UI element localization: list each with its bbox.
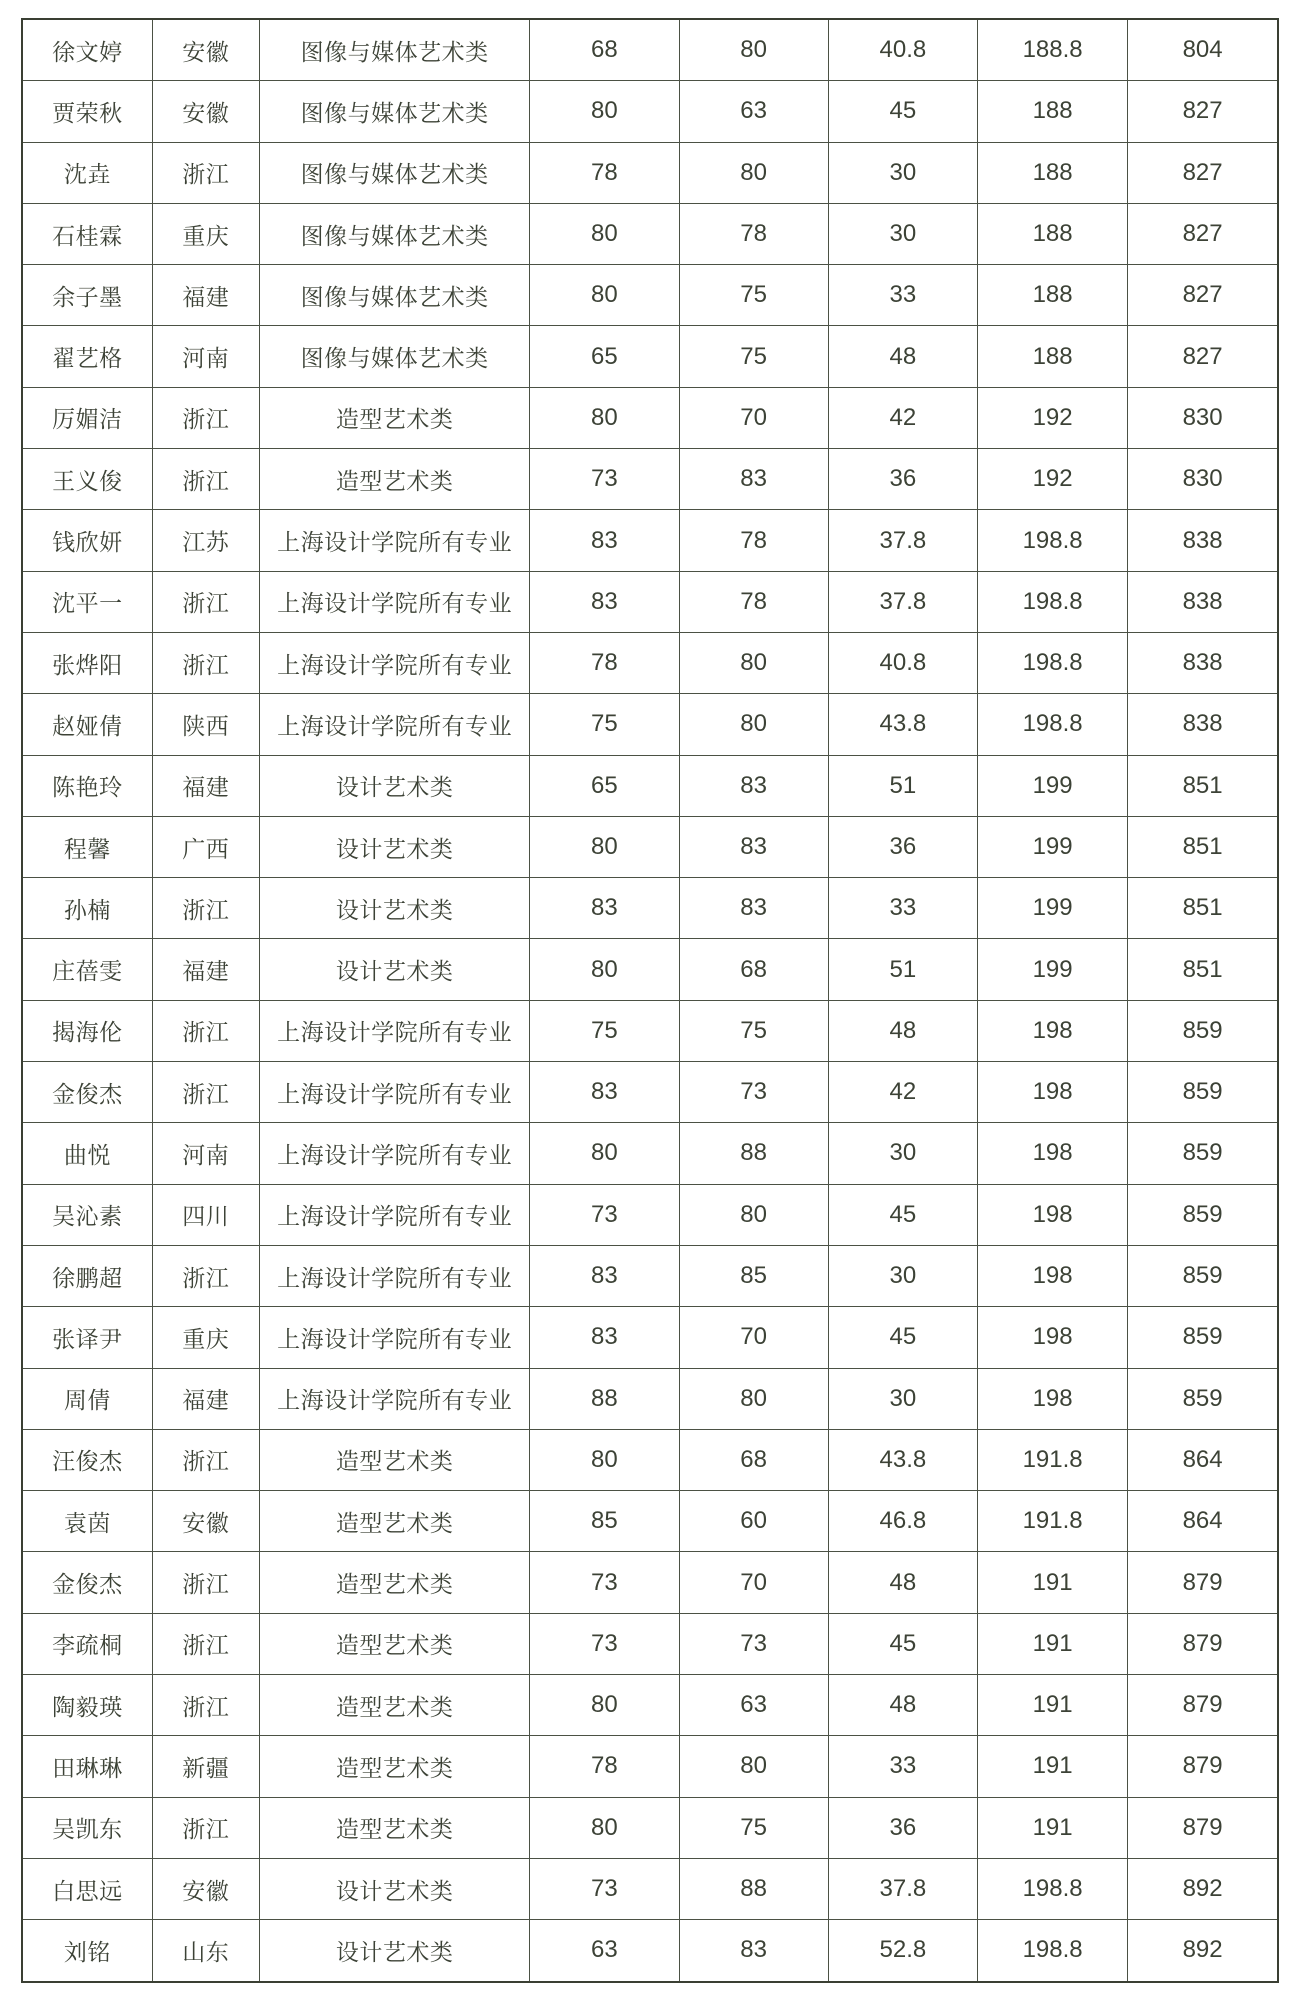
cell-province: 重庆 — [152, 1307, 259, 1368]
cell-name: 石桂霖 — [22, 203, 152, 264]
cell-rank: 851 — [1128, 816, 1278, 877]
cell-province: 浙江 — [152, 632, 259, 693]
table-row — [22, 878, 1278, 939]
cell-province: 浙江 — [152, 142, 259, 203]
cell-name: 袁茵 — [22, 1491, 152, 1552]
cell-province: 重庆 — [152, 203, 259, 264]
cell-category: 上海设计学院所有专业 — [259, 632, 529, 693]
cell-rank: 827 — [1128, 265, 1278, 326]
cell-name: 厉媚洁 — [22, 387, 152, 448]
table-row — [22, 571, 1278, 632]
cell-category: 设计艺术类 — [259, 755, 529, 816]
cell-name: 刘铭 — [22, 1920, 152, 1982]
cell-category: 设计艺术类 — [259, 1920, 529, 1982]
cell-category: 图像与媒体艺术类 — [259, 81, 529, 142]
cell-score1: 78 — [530, 632, 679, 693]
cell-score1: 80 — [530, 1675, 679, 1736]
cell-total: 191 — [977, 1552, 1127, 1613]
cell-rank: 838 — [1128, 571, 1278, 632]
cell-total: 198.8 — [977, 571, 1127, 632]
cell-score3: 45 — [828, 1184, 977, 1245]
table-row — [22, 1062, 1278, 1123]
cell-rank: 859 — [1128, 1245, 1278, 1306]
cell-score3: 40.8 — [828, 19, 977, 81]
cell-score1: 85 — [530, 1491, 679, 1552]
cell-province: 广西 — [152, 816, 259, 877]
cell-total: 198 — [977, 1123, 1127, 1184]
cell-rank: 892 — [1128, 1858, 1278, 1919]
table-row — [22, 1123, 1278, 1184]
table-row — [22, 755, 1278, 816]
table-row — [22, 632, 1278, 693]
cell-score2: 83 — [679, 755, 828, 816]
cell-total: 198.8 — [977, 632, 1127, 693]
cell-total: 198 — [977, 1368, 1127, 1429]
cell-category: 设计艺术类 — [259, 939, 529, 1000]
cell-score2: 60 — [679, 1491, 828, 1552]
cell-score2: 88 — [679, 1858, 828, 1919]
cell-total: 188 — [977, 203, 1127, 264]
cell-score3: 48 — [828, 326, 977, 387]
cell-province: 福建 — [152, 939, 259, 1000]
table-row — [22, 142, 1278, 203]
cell-province: 安徽 — [152, 81, 259, 142]
cell-province: 新疆 — [152, 1736, 259, 1797]
cell-category: 上海设计学院所有专业 — [259, 510, 529, 571]
cell-score3: 37.8 — [828, 571, 977, 632]
cell-name: 贾荣秋 — [22, 81, 152, 142]
cell-total: 198 — [977, 1245, 1127, 1306]
cell-score1: 83 — [530, 1245, 679, 1306]
cell-score3: 45 — [828, 1307, 977, 1368]
table-row — [22, 1000, 1278, 1061]
cell-score3: 30 — [828, 1123, 977, 1184]
cell-province: 浙江 — [152, 1000, 259, 1061]
table-row — [22, 449, 1278, 510]
cell-rank: 830 — [1128, 387, 1278, 448]
cell-score2: 75 — [679, 1000, 828, 1061]
cell-total: 191 — [977, 1613, 1127, 1674]
cell-score1: 83 — [530, 1062, 679, 1123]
cell-score1: 83 — [530, 878, 679, 939]
cell-score3: 30 — [828, 1245, 977, 1306]
cell-score2: 88 — [679, 1123, 828, 1184]
cell-name: 张译尹 — [22, 1307, 152, 1368]
cell-score3: 30 — [828, 1368, 977, 1429]
cell-score3: 45 — [828, 81, 977, 142]
cell-score2: 85 — [679, 1245, 828, 1306]
cell-score3: 33 — [828, 265, 977, 326]
cell-total: 188 — [977, 326, 1127, 387]
cell-total: 198.8 — [977, 1858, 1127, 1919]
cell-category: 上海设计学院所有专业 — [259, 694, 529, 755]
cell-score3: 30 — [828, 142, 977, 203]
cell-score1: 73 — [530, 1613, 679, 1674]
table-row — [22, 1429, 1278, 1490]
table-row — [22, 81, 1278, 142]
cell-score1: 65 — [530, 755, 679, 816]
table-row — [22, 1184, 1278, 1245]
cell-rank: 859 — [1128, 1368, 1278, 1429]
table-row — [22, 387, 1278, 448]
cell-rank: 827 — [1128, 326, 1278, 387]
cell-score2: 80 — [679, 19, 828, 81]
table-row — [22, 1368, 1278, 1429]
cell-category: 造型艺术类 — [259, 387, 529, 448]
score-table-body — [22, 19, 1278, 1982]
cell-score1: 73 — [530, 1552, 679, 1613]
table-row — [22, 1797, 1278, 1858]
cell-score1: 63 — [530, 1920, 679, 1982]
cell-score3: 33 — [828, 1736, 977, 1797]
cell-province: 浙江 — [152, 1245, 259, 1306]
cell-rank: 838 — [1128, 510, 1278, 571]
cell-name: 吴凯东 — [22, 1797, 152, 1858]
cell-score3: 36 — [828, 816, 977, 877]
cell-score3: 43.8 — [828, 694, 977, 755]
table-row — [22, 939, 1278, 1000]
cell-score1: 88 — [530, 1368, 679, 1429]
cell-score2: 68 — [679, 939, 828, 1000]
cell-province: 陕西 — [152, 694, 259, 755]
cell-score3: 37.8 — [828, 1858, 977, 1919]
cell-total: 199 — [977, 939, 1127, 1000]
cell-name: 沈垚 — [22, 142, 152, 203]
cell-score1: 80 — [530, 1123, 679, 1184]
cell-score1: 78 — [530, 142, 679, 203]
cell-score2: 78 — [679, 571, 828, 632]
table-row — [22, 265, 1278, 326]
cell-rank: 851 — [1128, 755, 1278, 816]
cell-rank: 827 — [1128, 142, 1278, 203]
cell-province: 浙江 — [152, 1062, 259, 1123]
cell-name: 曲悦 — [22, 1123, 152, 1184]
cell-rank: 879 — [1128, 1613, 1278, 1674]
cell-score2: 80 — [679, 1736, 828, 1797]
cell-category: 造型艺术类 — [259, 1613, 529, 1674]
cell-category: 图像与媒体艺术类 — [259, 265, 529, 326]
cell-name: 金俊杰 — [22, 1062, 152, 1123]
cell-province: 浙江 — [152, 1675, 259, 1736]
cell-rank: 830 — [1128, 449, 1278, 510]
cell-name: 周倩 — [22, 1368, 152, 1429]
cell-category: 上海设计学院所有专业 — [259, 1184, 529, 1245]
table-row — [22, 1858, 1278, 1919]
table-row — [22, 19, 1278, 81]
cell-score2: 63 — [679, 1675, 828, 1736]
cell-score2: 68 — [679, 1429, 828, 1490]
cell-total: 199 — [977, 755, 1127, 816]
cell-name: 汪俊杰 — [22, 1429, 152, 1490]
cell-score2: 83 — [679, 816, 828, 877]
cell-total: 191.8 — [977, 1491, 1127, 1552]
cell-score3: 33 — [828, 878, 977, 939]
cell-rank: 879 — [1128, 1736, 1278, 1797]
cell-category: 造型艺术类 — [259, 1552, 529, 1613]
cell-category: 造型艺术类 — [259, 1429, 529, 1490]
cell-province: 河南 — [152, 1123, 259, 1184]
cell-province: 浙江 — [152, 1613, 259, 1674]
cell-score1: 80 — [530, 816, 679, 877]
cell-name: 余子墨 — [22, 265, 152, 326]
cell-score2: 80 — [679, 142, 828, 203]
cell-name: 李疏桐 — [22, 1613, 152, 1674]
cell-score1: 75 — [530, 1000, 679, 1061]
cell-score1: 83 — [530, 1307, 679, 1368]
cell-category: 图像与媒体艺术类 — [259, 19, 529, 81]
cell-score2: 83 — [679, 1920, 828, 1982]
cell-province: 福建 — [152, 755, 259, 816]
cell-total: 198 — [977, 1307, 1127, 1368]
cell-category: 上海设计学院所有专业 — [259, 1000, 529, 1061]
cell-name: 徐文婷 — [22, 19, 152, 81]
cell-category: 上海设计学院所有专业 — [259, 1307, 529, 1368]
cell-total: 199 — [977, 816, 1127, 877]
cell-total: 191 — [977, 1675, 1127, 1736]
cell-score2: 75 — [679, 265, 828, 326]
cell-province: 福建 — [152, 265, 259, 326]
cell-rank: 859 — [1128, 1184, 1278, 1245]
cell-name: 张烨阳 — [22, 632, 152, 693]
cell-score1: 80 — [530, 81, 679, 142]
cell-rank: 827 — [1128, 81, 1278, 142]
cell-category: 图像与媒体艺术类 — [259, 203, 529, 264]
cell-score1: 68 — [530, 19, 679, 81]
cell-province: 四川 — [152, 1184, 259, 1245]
cell-rank: 879 — [1128, 1675, 1278, 1736]
cell-name: 王义俊 — [22, 449, 152, 510]
cell-total: 198.8 — [977, 694, 1127, 755]
cell-score3: 48 — [828, 1675, 977, 1736]
cell-score3: 51 — [828, 939, 977, 1000]
cell-total: 188 — [977, 265, 1127, 326]
cell-rank: 892 — [1128, 1920, 1278, 1982]
cell-score1: 80 — [530, 265, 679, 326]
cell-total: 192 — [977, 387, 1127, 448]
cell-province: 浙江 — [152, 387, 259, 448]
cell-rank: 851 — [1128, 878, 1278, 939]
cell-score3: 43.8 — [828, 1429, 977, 1490]
cell-score2: 73 — [679, 1062, 828, 1123]
cell-category: 图像与媒体艺术类 — [259, 326, 529, 387]
cell-rank: 879 — [1128, 1797, 1278, 1858]
cell-total: 199 — [977, 878, 1127, 939]
cell-score2: 83 — [679, 449, 828, 510]
cell-score3: 48 — [828, 1552, 977, 1613]
cell-name: 陈艳玲 — [22, 755, 152, 816]
cell-name: 田琳琳 — [22, 1736, 152, 1797]
cell-total: 188 — [977, 81, 1127, 142]
table-row — [22, 1920, 1278, 1982]
cell-category: 上海设计学院所有专业 — [259, 1368, 529, 1429]
cell-total: 192 — [977, 449, 1127, 510]
cell-name: 徐鹏超 — [22, 1245, 152, 1306]
cell-score2: 75 — [679, 1797, 828, 1858]
cell-name: 陶毅瑛 — [22, 1675, 152, 1736]
cell-total: 198 — [977, 1062, 1127, 1123]
cell-rank: 851 — [1128, 939, 1278, 1000]
table-row — [22, 1552, 1278, 1613]
cell-category: 图像与媒体艺术类 — [259, 142, 529, 203]
cell-category: 设计艺术类 — [259, 816, 529, 877]
cell-score1: 83 — [530, 510, 679, 571]
cell-rank: 838 — [1128, 632, 1278, 693]
cell-score1: 80 — [530, 387, 679, 448]
cell-category: 设计艺术类 — [259, 1858, 529, 1919]
table-row — [22, 1307, 1278, 1368]
cell-category: 设计艺术类 — [259, 878, 529, 939]
cell-category: 造型艺术类 — [259, 449, 529, 510]
cell-rank: 859 — [1128, 1307, 1278, 1368]
cell-score2: 80 — [679, 1368, 828, 1429]
cell-score2: 78 — [679, 510, 828, 571]
cell-total: 188.8 — [977, 19, 1127, 81]
cell-score2: 70 — [679, 387, 828, 448]
table-row — [22, 1491, 1278, 1552]
cell-total: 198 — [977, 1184, 1127, 1245]
cell-category: 造型艺术类 — [259, 1491, 529, 1552]
cell-total: 198 — [977, 1000, 1127, 1061]
cell-name: 孙楠 — [22, 878, 152, 939]
cell-name: 金俊杰 — [22, 1552, 152, 1613]
cell-score2: 63 — [679, 81, 828, 142]
cell-score2: 70 — [679, 1552, 828, 1613]
cell-province: 浙江 — [152, 1797, 259, 1858]
cell-score2: 83 — [679, 878, 828, 939]
cell-score3: 45 — [828, 1613, 977, 1674]
cell-category: 上海设计学院所有专业 — [259, 1062, 529, 1123]
cell-name: 钱欣妍 — [22, 510, 152, 571]
cell-score1: 65 — [530, 326, 679, 387]
cell-province: 浙江 — [152, 449, 259, 510]
cell-total: 191.8 — [977, 1429, 1127, 1490]
cell-province: 安徽 — [152, 1491, 259, 1552]
cell-score2: 75 — [679, 326, 828, 387]
cell-rank: 864 — [1128, 1429, 1278, 1490]
table-row — [22, 510, 1278, 571]
cell-rank: 804 — [1128, 19, 1278, 81]
cell-name: 翟艺格 — [22, 326, 152, 387]
cell-score1: 80 — [530, 1797, 679, 1858]
cell-name: 吴沁素 — [22, 1184, 152, 1245]
cell-score3: 36 — [828, 449, 977, 510]
cell-province: 浙江 — [152, 878, 259, 939]
table-row — [22, 694, 1278, 755]
cell-score2: 80 — [679, 632, 828, 693]
cell-total: 191 — [977, 1736, 1127, 1797]
cell-score2: 80 — [679, 1184, 828, 1245]
cell-score3: 36 — [828, 1797, 977, 1858]
cell-score1: 75 — [530, 694, 679, 755]
cell-province: 浙江 — [152, 1429, 259, 1490]
cell-score3: 48 — [828, 1000, 977, 1061]
cell-province: 河南 — [152, 326, 259, 387]
cell-score2: 80 — [679, 694, 828, 755]
cell-name: 揭海伦 — [22, 1000, 152, 1061]
cell-province: 浙江 — [152, 1552, 259, 1613]
cell-category: 上海设计学院所有专业 — [259, 571, 529, 632]
cell-score1: 80 — [530, 1429, 679, 1490]
cell-total: 198.8 — [977, 1920, 1127, 1982]
cell-score1: 78 — [530, 1736, 679, 1797]
cell-rank: 859 — [1128, 1000, 1278, 1061]
cell-name: 赵娅倩 — [22, 694, 152, 755]
cell-score1: 73 — [530, 449, 679, 510]
table-row — [22, 203, 1278, 264]
cell-province: 浙江 — [152, 571, 259, 632]
score-sheet — [21, 18, 1279, 1980]
cell-score3: 51 — [828, 755, 977, 816]
cell-score2: 78 — [679, 203, 828, 264]
cell-score1: 73 — [530, 1858, 679, 1919]
cell-total: 198.8 — [977, 510, 1127, 571]
cell-score3: 37.8 — [828, 510, 977, 571]
cell-rank: 827 — [1128, 203, 1278, 264]
cell-score3: 42 — [828, 387, 977, 448]
cell-rank: 879 — [1128, 1552, 1278, 1613]
cell-province: 安徽 — [152, 1858, 259, 1919]
cell-score3: 40.8 — [828, 632, 977, 693]
cell-category: 造型艺术类 — [259, 1675, 529, 1736]
cell-score1: 80 — [530, 203, 679, 264]
cell-score1: 73 — [530, 1184, 679, 1245]
cell-name: 庄蓓雯 — [22, 939, 152, 1000]
cell-province: 安徽 — [152, 19, 259, 81]
cell-province: 山东 — [152, 1920, 259, 1982]
cell-category: 上海设计学院所有专业 — [259, 1245, 529, 1306]
cell-province: 江苏 — [152, 510, 259, 571]
cell-category: 上海设计学院所有专业 — [259, 1123, 529, 1184]
cell-total: 188 — [977, 142, 1127, 203]
table-row — [22, 1613, 1278, 1674]
table-row — [22, 1245, 1278, 1306]
table-row — [22, 1736, 1278, 1797]
table-row — [22, 816, 1278, 877]
table-row — [22, 326, 1278, 387]
cell-total: 191 — [977, 1797, 1127, 1858]
cell-rank: 864 — [1128, 1491, 1278, 1552]
cell-name: 白思远 — [22, 1858, 152, 1919]
cell-score3: 52.8 — [828, 1920, 977, 1982]
cell-name: 程馨 — [22, 816, 152, 877]
cell-score2: 73 — [679, 1613, 828, 1674]
cell-score3: 30 — [828, 203, 977, 264]
cell-name: 沈平一 — [22, 571, 152, 632]
table-row — [22, 1675, 1278, 1736]
cell-rank: 838 — [1128, 694, 1278, 755]
cell-score3: 46.8 — [828, 1491, 977, 1552]
cell-score1: 83 — [530, 571, 679, 632]
cell-score2: 70 — [679, 1307, 828, 1368]
cell-rank: 859 — [1128, 1062, 1278, 1123]
cell-score1: 80 — [530, 939, 679, 1000]
cell-category: 造型艺术类 — [259, 1797, 529, 1858]
score-table — [21, 18, 1279, 1983]
cell-score3: 42 — [828, 1062, 977, 1123]
cell-category: 造型艺术类 — [259, 1736, 529, 1797]
cell-province: 福建 — [152, 1368, 259, 1429]
cell-rank: 859 — [1128, 1123, 1278, 1184]
